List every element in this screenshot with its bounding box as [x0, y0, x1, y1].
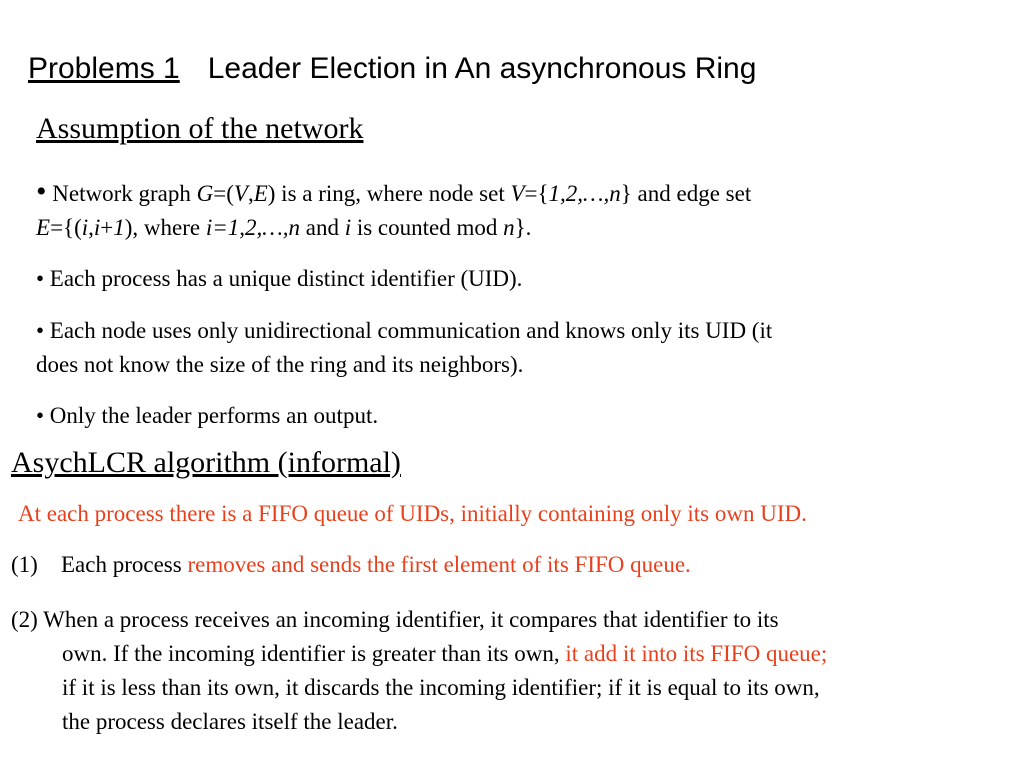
step-2: (2) When a process receives an incoming identifier, it compares that identifier to its own. If the incoming identifier is greater than its own, it add it into its FIFO queue; if it is less than its own, it discards the incoming identifier; if it is equal to its own, the process declares itself the leader.	[11, 607, 828, 734]
algorithm-heading: AsychLCR algorithm (informal)	[11, 446, 401, 479]
problem-label: Problems 1	[28, 52, 180, 85]
bullet-dot: •	[36, 175, 47, 208]
step-1-number: (1)	[11, 552, 38, 577]
bullet-leader-output: • Only the leader performs an output.	[36, 403, 379, 428]
bullet-uid: • Each process has a unique distinct identifier (UID).	[36, 266, 523, 291]
step-1: (1) Each process removes and sends the first element of its FIFO queue.	[11, 552, 691, 577]
bullet-network-graph: • Network graph G=(V,E) is a ring, where node set V={1,2,…,n} and edge set E={(i,i+1), where i=1,2,…,n and i is counted mod n}.	[36, 175, 752, 240]
slide-title	[28, 52, 756, 86]
bullet-unidirectional: • Each node uses only unidirectional communication and knows only its UID (it does not know the size of the ring and its neighbors).	[36, 318, 773, 377]
fifo-intro: At each process there is a FIFO queue of UIDs, initially containing only its own UID.	[18, 501, 807, 526]
assumption-heading: Assumption of the network	[36, 112, 364, 145]
title-text: Leader Election in An asynchronous Ring	[207, 52, 757, 85]
